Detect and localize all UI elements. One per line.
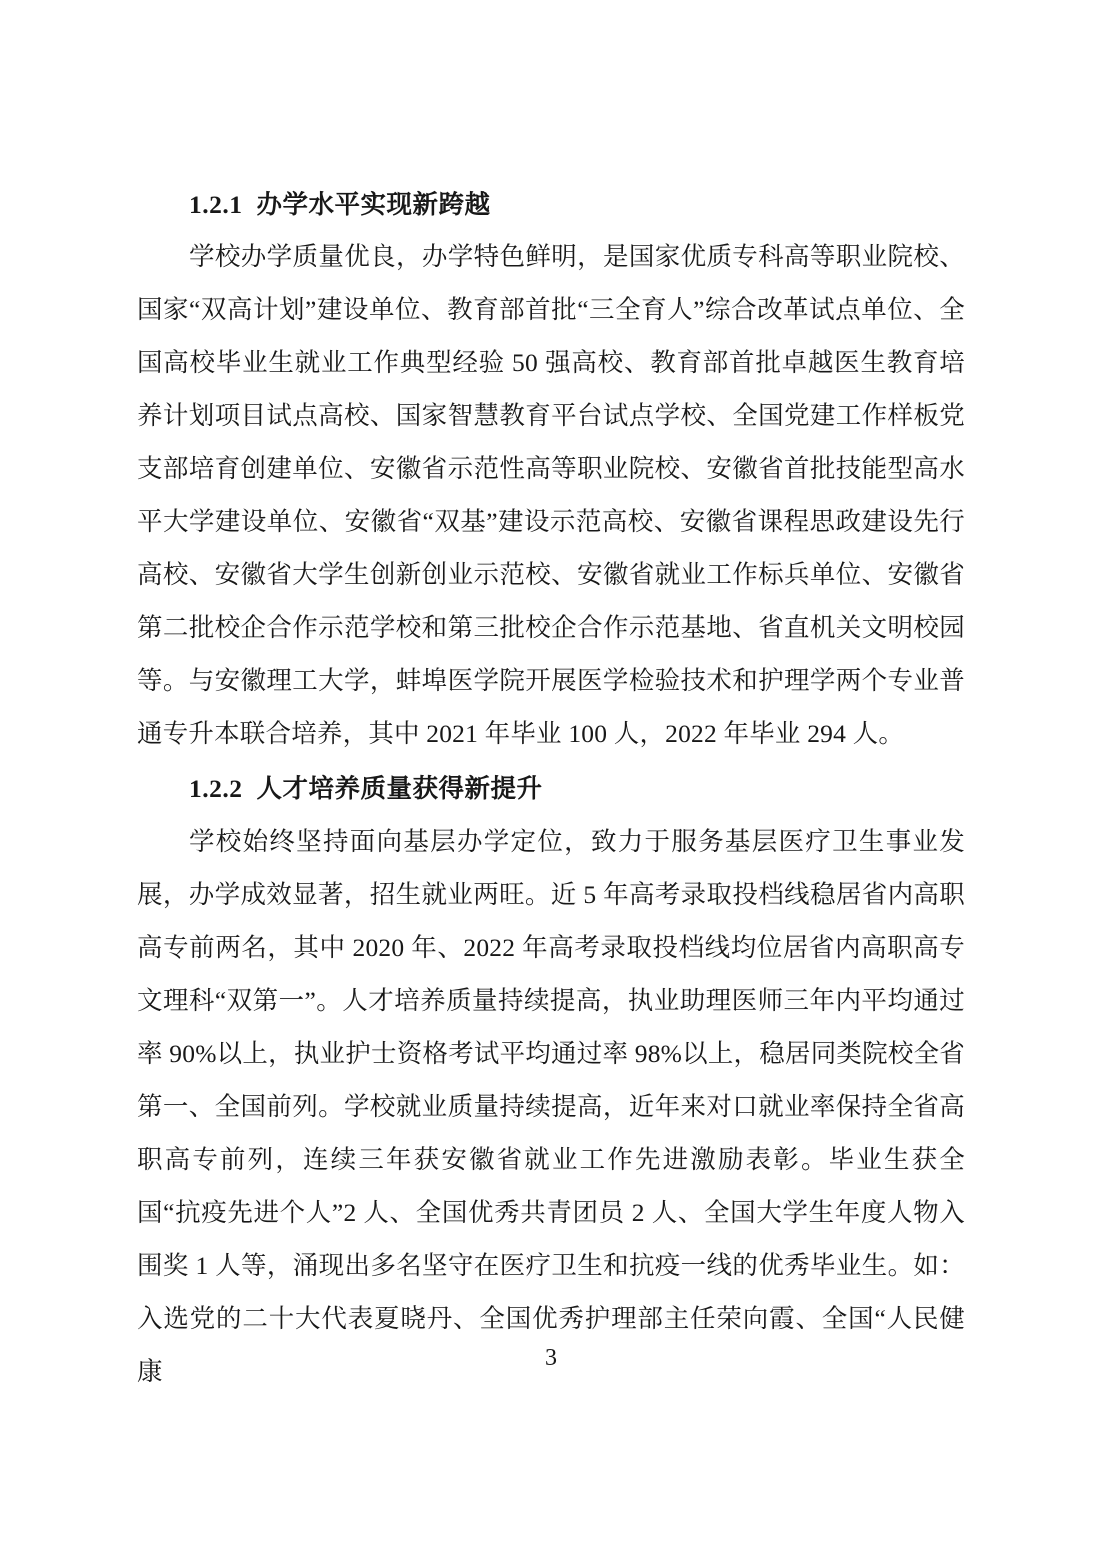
section-heading	[137, 770, 965, 808]
section-paragraph: 学校始终坚持面向基层办学定位，致力于服务基层医疗卫生事业发展，办学成效显著，招生就业两旺。近 5 年高考录取投档线稳居省内高职高专前两名，其中 2020 年、2022 年高考录取投档线均位居省内高职高专文理科“双第一”。人才培养质量持续提高，执业助理医师三年内平均通过率 90%以上，执业护士资格考试平均通过率 98%以上，稳居同类院校全省第一、全国前列。学校就业质量持续提高，近年来对口就业率保持全省高职高专前列，连续三年获安徽省就业工作先进激励表彰。毕业生获全国“抗疫先进个人”2 人、全国优秀共青团员 2 人、全国大学生年度人物入围奖 1 人等，涌现出多名坚守在医疗卫生和抗疫一线的优秀毕业生。如：入选党的二十大代表夏晓丹、全国优秀护理部主任荣向霞、全国“人民健康	[137, 826, 965, 1386]
section-number: 1.2.2	[189, 774, 243, 804]
section-1-2-1	[137, 186, 965, 760]
page-number: 3	[545, 1345, 557, 1371]
section-number: 1.2.1	[189, 190, 243, 219]
section-title: 人才培养质量获得新提升	[256, 774, 543, 804]
page-content	[137, 186, 965, 1404]
section-1-2-2	[137, 770, 965, 1397]
section-paragraph: 学校办学质量优良，办学特色鲜明，是国家优质专科高等职业院校、国家“双高计划”建设单位、教育部首批“三全育人”综合改革试点单位、全国高校毕业生就业工作典型经验 50 强高校、教育部首批卓越医生教育培养计划项目试点高校、国家智慧教育平台试点学校、全国党建工作样板党支部培育创建单位、安徽省示范性高等职业院校、安徽省首批技能型高水平大学建设单位、安徽省“双基”建设示范高校、安徽省课程思政建设先行高校、安徽省大学生创新创业示范校、安徽省就业工作标兵单位、安徽省第二批校企合作示范学校和第三批校企合作示范基地、省直机关文明校园等。与安徽理工大学，蚌埠医学院开展医学检验技术和护理学两个专业普通专升本联合培养，其中 2021 年毕业 100 人，2022 年毕业 294 人。	[137, 242, 965, 749]
section-heading	[137, 186, 965, 224]
section-title: 办学水平实现新跨越	[256, 190, 491, 219]
